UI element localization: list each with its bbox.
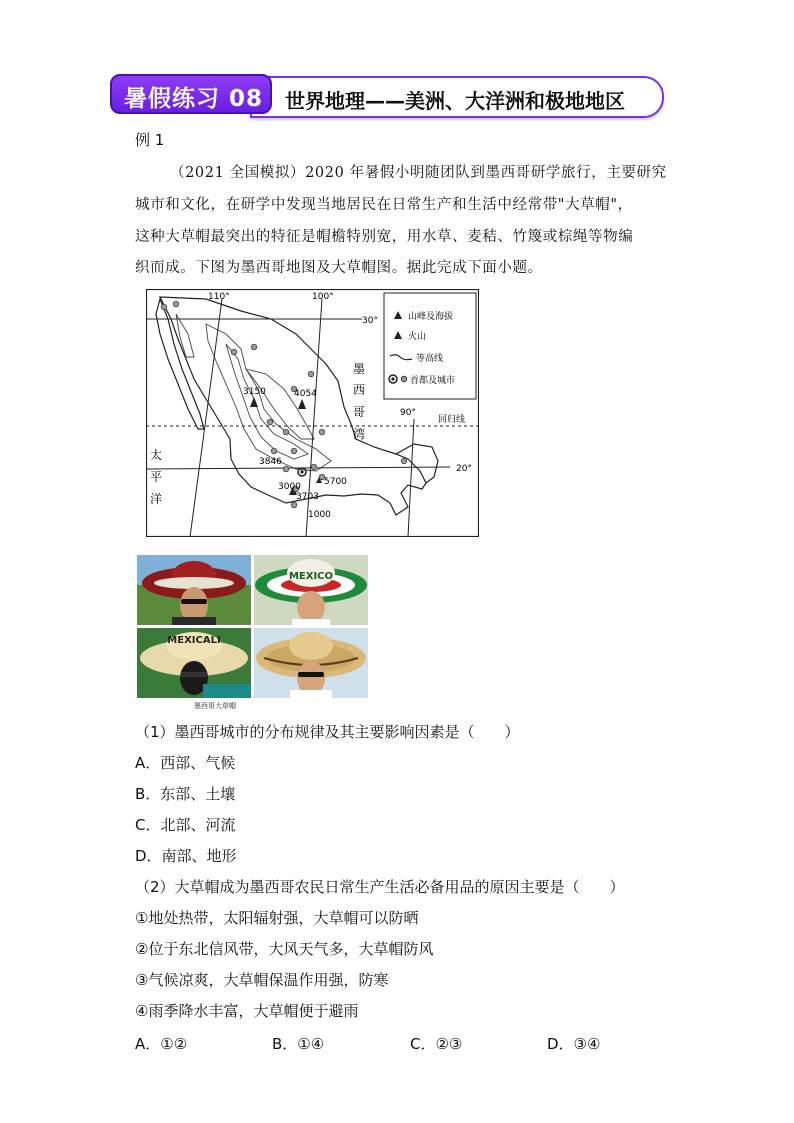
q1-option-d: D．南部、地形 [135, 847, 237, 865]
lon-label-110: 110° [208, 292, 230, 302]
elevation-label: 3150 [243, 387, 266, 397]
q1-option-a: A．西部、气候 [135, 754, 236, 772]
q2-option-c: C．②③ [410, 1035, 463, 1053]
q2-option-b: B．①④ [272, 1035, 325, 1053]
banner-title: 世界地理——美洲、大洋洲和极地地区 [285, 89, 625, 113]
hat-text-mexicali: MEXICALI [167, 635, 221, 646]
sombrero-photos [137, 555, 369, 715]
example-label: 例 1 [135, 131, 165, 149]
gulf-label-3: 哥 [353, 405, 366, 419]
mexico-map [146, 289, 479, 537]
elevation-label: 3703 [296, 492, 319, 502]
hat-text-mexico: MEXICO [288, 571, 334, 582]
section-banner [110, 74, 662, 118]
banner-label-box [110, 74, 272, 114]
gulf-label-4: 湾 [353, 427, 366, 441]
elevation-label: 5700 [324, 477, 347, 487]
photo-1 [137, 555, 251, 625]
ocean-label-2: 平 [150, 470, 163, 484]
legend-label-city: 首都及城市 [410, 376, 456, 386]
photo-4 [254, 628, 368, 698]
city-symbol [401, 376, 407, 382]
q2-stem: （2）大草帽成为墨西哥农民日常生产生活必备用品的原因主要是（ ） [135, 878, 625, 896]
photo-caption: 墨西哥大草帽 [194, 702, 236, 710]
photo-2 [254, 555, 368, 625]
q2-option-d: D．③④ [547, 1035, 601, 1053]
intro-line-3: 这种大草帽最突出的特征是帽檐特别宽，用水草、麦秸、竹篾或棕绳等物编 [135, 229, 634, 245]
ocean-label-1: 太 [150, 448, 163, 462]
ocean-label-3: 洋 [150, 492, 163, 506]
elevation-label: 3846 [259, 457, 282, 467]
q1-option-b: B．东部、土壤 [135, 785, 236, 803]
lon-label-90: 90° [400, 408, 416, 418]
q1-stem: （1）墨西哥城市的分布规律及其主要影响因素是（ ） [135, 723, 520, 741]
q1-option-c: C．北部、河流 [135, 816, 236, 834]
q2-option-a: A．①② [135, 1035, 188, 1053]
banner-label: 暑假练习 08 [124, 86, 264, 112]
legend-label-contour: 等高线 [416, 354, 444, 364]
intro-line-1: （2021 全国模拟）2020 年暑假小明随团队到墨西哥研学旅行，主要研究 [170, 165, 667, 181]
intro-line-4: 织而成。下图为墨西哥地图及大草帽图。据此完成下面小题。 [135, 260, 543, 276]
elevation-label: 4054 [294, 389, 317, 399]
legend-label-peak: 山峰及海拔 [408, 312, 454, 322]
q2-item-1: ①地处热带，太阳辐射强，大草帽可以防晒 [135, 909, 419, 927]
gulf-label-2: 西 [353, 383, 366, 397]
q2-item-2: ②位于东北信风带，大风天气多，大草帽防风 [135, 940, 434, 958]
q2-item-3: ③气候凉爽，大草帽保温作用强，防寒 [135, 971, 389, 989]
lat-label-30: 30° [362, 316, 378, 326]
photo-3 [137, 628, 251, 698]
q2-item-4: ④雨季降水丰富，大草帽便于避雨 [135, 1002, 359, 1020]
lon-label-100: 100° [312, 292, 334, 302]
tropic-label: 回归线 [438, 415, 466, 425]
lat-label-20: 20° [456, 464, 472, 474]
gulf-label-1: 墨 [353, 362, 366, 376]
elevation-label: 1000 [308, 510, 331, 520]
intro-line-2: 城市和文化，在研学中发现当地居民在日常生产和生活中经常带"大草帽"， [135, 197, 633, 213]
legend-label-volcano: 火山 [408, 332, 427, 342]
elevation-label: 3000 [278, 482, 301, 492]
